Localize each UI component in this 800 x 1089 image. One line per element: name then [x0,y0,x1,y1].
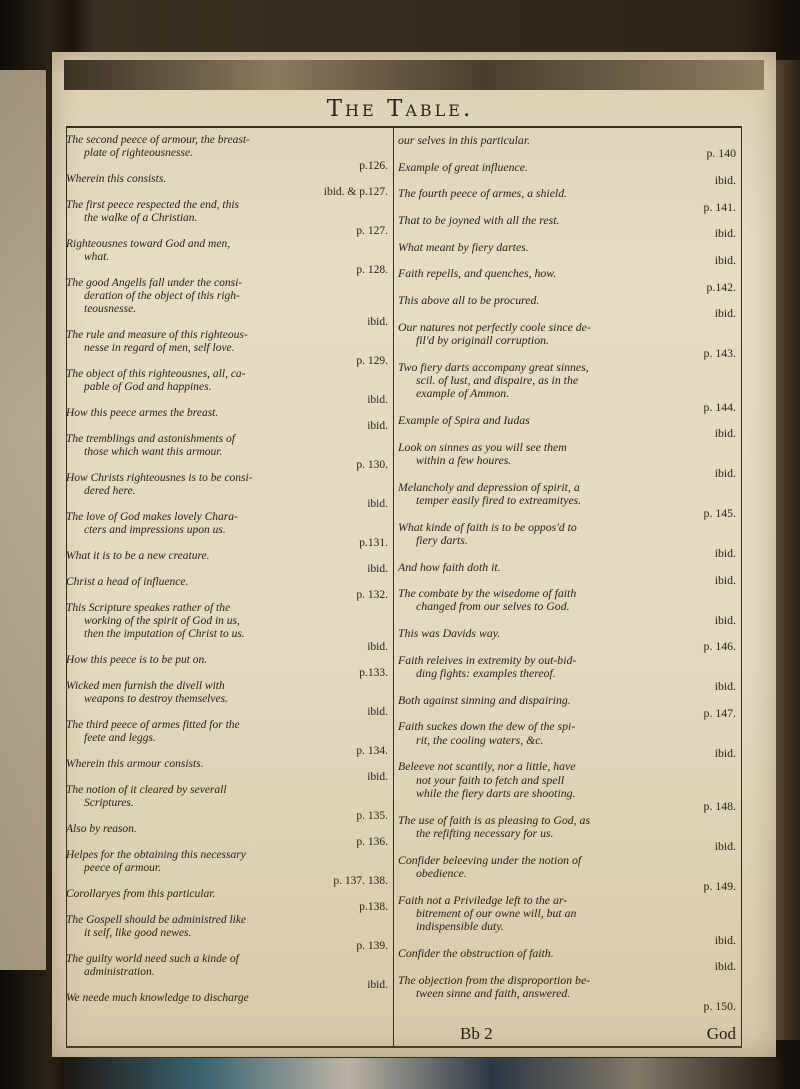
page-reference: p. 143. [703,346,736,361]
index-entry [66,472,388,511]
page-reference: ibid. [714,679,736,694]
index-entry [398,294,736,321]
page-reference: ibid. & p.127. [323,186,388,198]
index-entry [398,481,736,521]
entry-text-line: The fourth peece of armes, a shield. [398,186,568,201]
page-reference: p.133. [359,667,388,679]
page-reference: ibid. [714,546,736,561]
index-entry [66,758,388,784]
entry-text-line: dered here. [84,485,136,497]
entry-text-line: ding fights: examples thereof. [416,666,556,681]
index-entry [66,368,388,407]
entry-text-line: fiery darts. [416,532,468,547]
entry-text-line: The love of God makes lovely Chara- [66,511,238,523]
page-reference: ibid. [367,979,388,991]
index-entry [66,654,388,680]
index-entry [398,720,736,760]
entry-text-line: peece of armour. [84,862,161,874]
entry-text-line: The third peece of armes fitted for the [66,719,240,731]
entry-text-line: bitrement of our owne will, but an [416,906,577,921]
entry-text-line: What meant by fiery dartes. [398,239,529,254]
index-entry [66,329,388,368]
index-entry [398,694,736,721]
index-entry [66,719,388,758]
entry-text-line: The object of this righteousnes, all, ca- [66,368,246,380]
top-rule [66,126,742,128]
page-reference: p. 127. [356,225,388,237]
entry-text-line: The tremblings and astonishments of [66,433,235,445]
entry-text-line: it self, like good newes. [84,927,192,939]
entry-text-line: scil. of lust, and dispaire, as in the [416,372,579,387]
index-entry [66,134,388,173]
entry-text-line: Two fiery darts accompany great sinnes, [398,359,589,374]
page-reference: p. 135. [356,810,388,822]
entry-text-line: This Scripture speakes rather of the [66,602,231,614]
index-entry [398,521,736,561]
entry-text-line: What kinde of faith is to be oppos'd to [398,519,577,534]
entry-text-line: What it is to be a new creature. [66,550,210,562]
entry-text-line: Scriptures. [84,797,134,809]
entry-text-line: what. [84,251,110,263]
page-bottom-edge [60,1058,780,1089]
index-entry [398,161,736,188]
entry-text-line: Example of great influence. [398,159,528,174]
page-reference: ibid. [714,959,736,974]
page-footer [398,1024,736,1044]
index-entry [398,214,736,241]
index-entry [398,760,736,813]
entry-text-line: changed from our selves to God. [416,599,570,614]
page-reference: ibid. [367,771,388,783]
page-reference: ibid. [714,172,736,187]
page-reference: ibid. [367,641,388,653]
page-reference: ibid. [367,498,388,510]
index-entry [398,974,736,1014]
entry-text-line: those which want this armour. [84,446,223,458]
entry-text-line: Faith suckes down the dew of the spi- [398,719,576,734]
entry-text-line: The objection from the disproportion be- [398,972,591,987]
entry-text-line: Wicked men furnish the divell with [66,680,225,692]
page-reference: ibid. [714,426,736,441]
entry-text-line: Confider the obstruction of faith. [398,946,554,961]
index-entry [398,654,736,694]
entry-text-line: Beleeve not scantily, nor a little, have [398,759,576,774]
page-reference: p. 136. [356,836,388,848]
entry-text-line: Faith repells, and quenches, how. [398,266,557,281]
entry-text-line: The notion of it cleared by severall [66,784,227,796]
index-entry [66,888,388,914]
entry-text-line: The second peece of armour, the breast- [66,134,250,146]
index-entry [66,407,388,433]
entry-text-line: Wherein this armour consists. [66,758,204,770]
entry-text-line: not your faith to fetch and spell [416,772,565,787]
index-entry [66,680,388,719]
left-column [66,134,388,1005]
page-reference: ibid. [367,394,388,406]
page-reference: ibid. [714,306,736,321]
page-reference: p. 137. 138. [333,875,388,887]
index-entry [66,277,388,329]
index-entry [66,199,388,238]
page-reference: p. 139. [356,940,388,952]
page-reference: ibid. [714,226,736,241]
index-entry [398,627,736,654]
entry-text-line: example of Ammon. [416,386,510,401]
page-reference: ibid. [714,932,736,947]
entry-text-line: pable of God and happines. [84,381,212,393]
page-reference: ibid. [714,252,736,267]
index-entry [398,947,736,974]
entry-text-line: temper easily fired to extreamityes. [416,492,582,507]
entry-text-line: the refifting necessary for us. [416,826,554,841]
previous-page-edge [0,70,46,970]
page-reference: p.131. [359,537,388,549]
page-reference: ibid. [714,839,736,854]
catchword: God [706,1024,736,1043]
entry-text-line: The guilty world need such a kinde of [66,953,239,965]
page-reference: ibid. [714,466,736,481]
entry-text-line: obedience. [416,866,467,881]
entry-text-line: The use of faith is as pleasing to God, as [398,812,591,827]
entry-text-line: How this peece is to be put on. [66,654,208,666]
index-entry [398,587,736,627]
page-reference: ibid. [367,420,388,432]
index-entry [398,854,736,894]
entry-text-line: That to be joyned with all the rest. [398,212,560,227]
index-entry [398,321,736,361]
page-reference: ibid. [714,746,736,761]
entry-text-line: Wherein this consists. [66,173,167,185]
entry-text-line: Faith releives in extremity by out-bid- [398,652,577,667]
entry-text-line: The good Angells fall under the consi- [66,277,243,289]
running-head: The Table. [326,96,474,122]
index-entry [398,414,736,441]
entry-text-line: The combate by the wisedome of faith [398,586,577,601]
signature-mark: Bb 2 [460,1024,493,1043]
page-reference: p. 134. [356,745,388,757]
page-reference: ibid. [714,572,736,587]
entry-text-line: within a few houres. [416,452,512,467]
entry-text-line: Corollaryes from this particular. [66,888,216,900]
page-reference: p. 130. [356,459,388,471]
page-reference: p. 141. [703,199,736,214]
index-entry [66,849,388,888]
index-entry [398,561,736,588]
index-entry [398,894,736,947]
index-entry [66,173,388,199]
page-reference: p. 132. [356,589,388,601]
index-entry [398,441,736,481]
page-reference: p. 144. [703,399,736,414]
index-entry [66,576,388,602]
page-top-binding [64,60,764,90]
page-reference: p. 146. [703,639,736,654]
page-reference: ibid. [714,612,736,627]
page-reference: p.126. [359,160,388,172]
entry-text-line: administration. [84,966,155,978]
entry-text-line: Christ a head of influence. [66,576,189,588]
entry-text-line: And how faith doth it. [398,559,501,574]
right-border-rule [741,128,742,1048]
index-entry [66,992,388,1005]
entry-text-line: This was Davids way. [398,626,501,641]
page-reference: p. 140 [706,146,736,161]
entry-text-line: feete and leggs. [84,732,156,744]
entry-text-line: working of the spirit of God in us, [84,615,240,627]
entry-text-line: fil'd by originall corruption. [416,332,549,347]
entry-text-line: while the fiery darts are shooting. [416,786,576,801]
entry-text-line: the walke of a Christian. [84,212,198,224]
page-reference: p. 128. [356,264,388,276]
index-entry [66,511,388,550]
entry-text-line: nesse in regard of men, self love. [84,342,235,354]
entry-text-line: How Christs righteousnes is to be consi- [66,472,253,484]
index-entry [66,784,388,823]
entry-text-line: Faith not a Priviledge left to the ar- [398,892,568,907]
entry-text-line: weapons to destroy themselves. [84,693,228,705]
index-entry [66,433,388,472]
entry-text-line: Melancholy and depression of spirit, a [398,479,580,494]
entry-text-line: tween sinne and faith, answered. [416,986,571,1000]
index-entry [398,814,736,854]
entry-text-line: The rule and measure of this righteous- [66,329,248,341]
entry-text-line: Our natures not perfectly coole since de- [398,319,591,334]
page-reference: p.142. [706,279,736,294]
page-reference: p. 147. [703,706,736,721]
right-column [398,134,736,1014]
book-edge [772,60,800,1040]
index-entry [66,914,388,953]
page-reference: ibid. [367,563,388,575]
entry-text-line: plate of righteousnesse. [84,147,193,159]
page-reference: p.138. [359,901,388,913]
page-reference: ibid. [367,316,388,328]
entry-text-line: How this peece armes the breast. [66,407,219,419]
entry-text-line: Helpes for the obtaining this necessary [66,849,246,861]
index-entry [66,238,388,277]
page-reference: p. 129. [356,355,388,367]
entry-text-line: Example of Spira and Iudas [398,412,530,427]
entry-text-line: Confider beleeving under the notion of [398,852,582,867]
index-entry [398,134,736,161]
entry-text-line: deration of the object of this righ- [84,290,240,302]
page-reference: p. 145. [703,506,736,521]
index-entry [66,602,388,654]
page-reference: ibid. [367,706,388,718]
entry-text-line: our selves in this particular. [398,133,531,147]
entry-text-line: cters and impressions upon us. [84,524,226,536]
index-entry [398,187,736,214]
bottom-rule [66,1046,742,1048]
index-entry [398,241,736,268]
page-reference: p. 148. [703,799,736,814]
index-entry [66,953,388,992]
entry-text-line: This above all to be procured. [398,292,540,307]
entry-text-line: Also by reason. [66,823,137,835]
entry-text-line: rit, the cooling waters, &c. [416,732,544,747]
index-entry [398,361,736,414]
index-entry [398,267,736,294]
entry-text-line: Both against sinning and dispairing. [398,692,571,707]
page-reference: p. 150. [703,999,736,1014]
index-entry [66,550,388,576]
entry-text-line: indispensible duty. [416,919,504,934]
entry-text-line: The first peece respected the end, this [66,199,239,211]
column-divider [393,128,394,1048]
entry-text-line: We neede much knowledge to discharge [66,992,249,1004]
page-reference: p. 149. [703,879,736,894]
entry-text-line: Righteousnes toward God and men, [66,238,231,250]
index-entry [66,823,388,849]
entry-text-line: Look on sinnes as you will see them [398,439,567,454]
entry-text-line: teousnesse. [84,303,137,315]
entry-text-line: then the imputation of Christ to us. [84,628,245,640]
entry-text-line: The Gospell should be administred like [66,914,247,926]
